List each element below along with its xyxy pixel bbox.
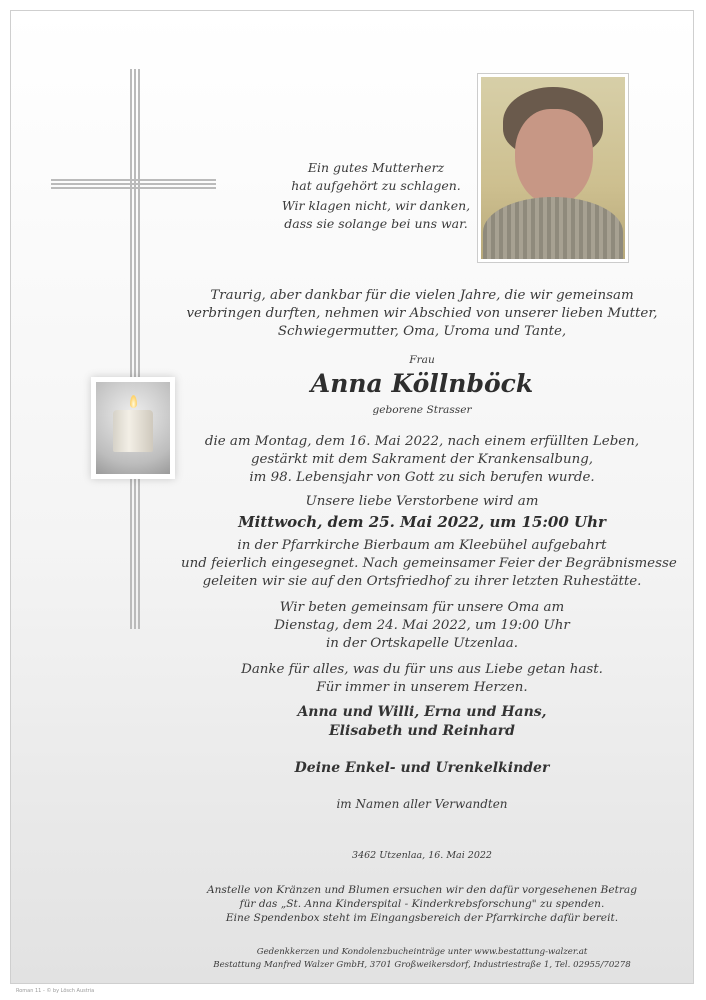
funeral-detail-line: in der Pfarrkirche Bierbaum am Kleebühel aufgebahrt xyxy=(237,538,607,553)
poem-line: dass sie solange bei uns war. xyxy=(284,216,468,231)
grandchildren: Deine Enkel- und Urenkelkinder xyxy=(294,760,550,776)
intro-line: Schwiegermutter, Oma, Uroma und Tante, xyxy=(277,324,567,339)
donation-line: Eine Spendenbox steht im Eingangsbereich der Pfarrkirche dafür bereit. xyxy=(225,912,619,924)
prayer-line: Wir beten gemeinsam für unsere Oma am xyxy=(279,600,565,615)
intro-line: Traurig, aber dankbar für die vielen Jahre, die wir gemeinsam xyxy=(210,288,634,303)
cross-icon-horizontal xyxy=(51,179,216,189)
death-notice-line: im 98. Lebensjahr von Gott zu sich berufen wurde. xyxy=(249,470,595,485)
prayer-line: in der Ortskapelle Utzenlaa. xyxy=(325,636,519,651)
death-notice-line: die am Montag, dem 16. Mai 2022, nach einem erfüllten Leben, xyxy=(204,434,640,449)
salutation: Frau xyxy=(409,354,435,366)
portrait-image xyxy=(481,77,625,259)
portrait-photo xyxy=(477,73,629,263)
thanks-line: Für immer in unserem Herzen. xyxy=(316,680,528,695)
death-notice-line: gestärkt mit dem Sakrament der Krankensalbung, xyxy=(250,452,594,467)
candle-icon xyxy=(113,410,153,452)
funeral-date: Mittwoch, dem 25. Mai 2022, um 15:00 Uhr xyxy=(238,513,606,531)
flame-icon xyxy=(130,395,137,408)
family-children-line: Anna und Willi, Erna und Hans, xyxy=(297,704,547,720)
poem-line: Ein gutes Mutterherz xyxy=(307,160,445,175)
footer-line: Gedenkkerzen und Kondolenzbucheinträge unter www.bestattung-walzer.at xyxy=(256,947,588,957)
funeral-detail-line: geleiten wir sie auf den Ortsfriedhof zu ihrer letzten Ruhestätte. xyxy=(202,574,642,589)
prayer-line: Dienstag, dem 24. Mai 2022, um 19:00 Uhr xyxy=(274,618,570,633)
donation-line: für das „St. Anna Kinderspital - Kinderkrebsforschung" zu spenden. xyxy=(239,898,605,910)
funeral-detail-line: und feierlich eingesegnet. Nach gemeinsamer Feier der Begräbnismesse xyxy=(181,556,677,571)
intro-line: verbringen durften, nehmen wir Abschied von unserer lieben Mutter, xyxy=(186,306,658,321)
poem-line: Wir klagen nicht, wir danken, xyxy=(281,198,471,213)
place-date: 3462 Utzenlaa, 16. Mai 2022 xyxy=(352,850,492,861)
footer-line: Bestattung Manfred Walzer GmbH, 3701 Großweikersdorf, Industriestraße 1, Tel. 02955/70278 xyxy=(213,960,631,970)
deceased-name: Anna Köllnböck xyxy=(310,369,534,398)
obituary-card xyxy=(10,10,694,984)
thanks-line: Danke für alles, was du für uns aus Liebe getan hast. xyxy=(241,662,603,677)
funeral-intro: Unsere liebe Verstorbene wird am xyxy=(305,494,539,509)
candle-image xyxy=(91,377,175,479)
printer-note: Roman 11 - © by Lösch Austria xyxy=(16,988,95,994)
poem-line: hat aufgehört zu schlagen. xyxy=(291,178,461,193)
family-children-line: Elisabeth und Reinhard xyxy=(329,723,515,739)
candle-photo xyxy=(96,382,170,474)
relatives: im Namen aller Verwandten xyxy=(336,797,508,811)
cross-icon-vertical xyxy=(130,69,140,629)
donation-line: Anstelle von Kränzen und Blumen ersuchen wir den dafür vorgesehenen Betrag xyxy=(206,884,638,896)
maiden-name: geborene Strasser xyxy=(372,404,472,416)
